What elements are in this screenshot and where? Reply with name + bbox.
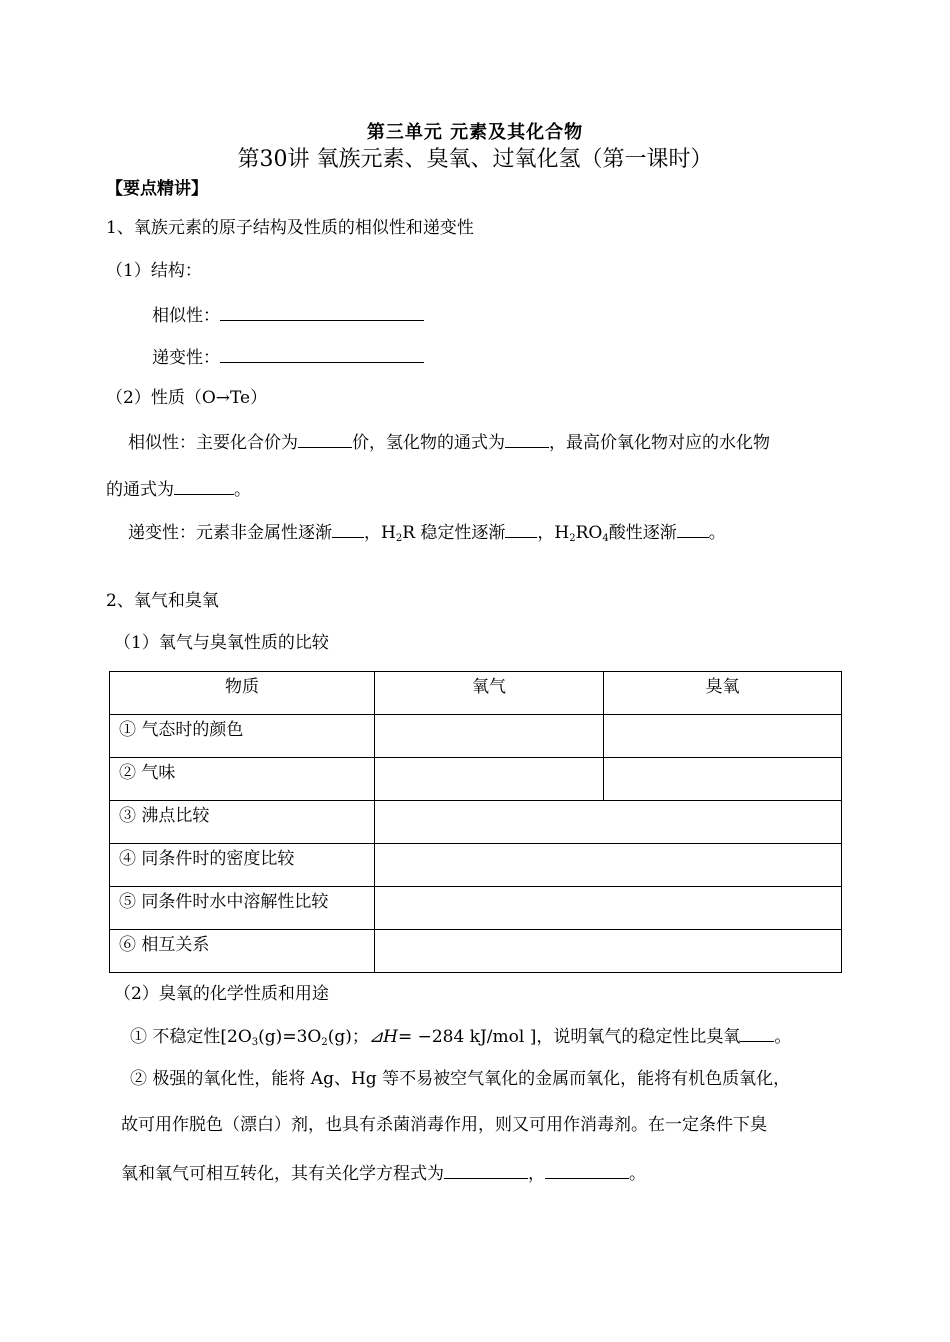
- structure-label: （1）结构：: [106, 261, 202, 281]
- stability-compare-blank[interactable]: [740, 1024, 774, 1042]
- ozone-item2-line1: ② 极强的氧化性，能将 Ag、Hg 等不易被空气氧化的金属而氧化，能将有机色质氧化，: [130, 1069, 791, 1089]
- gradient-blank[interactable]: [220, 345, 424, 363]
- valence-blank[interactable]: [298, 430, 352, 448]
- properties-label: （2）性质（O→Te）: [106, 388, 268, 408]
- answer-cell[interactable]: [604, 758, 842, 801]
- row-label: ① 气态时的颜色: [110, 715, 375, 758]
- header-ozone: 臭氧: [604, 672, 842, 715]
- delta-symbol: ⊿: [368, 1027, 384, 1047]
- item2-text-c: 。: [629, 1164, 646, 1184]
- row-label: ⑤ 同条件时水中溶解性比较: [110, 887, 375, 930]
- nonmetal-trend-blank[interactable]: [332, 520, 364, 538]
- answer-cell[interactable]: [375, 758, 604, 801]
- answer-cell[interactable]: [375, 930, 842, 973]
- prop-sim-text-b: 价，氢化物的通式为: [352, 433, 505, 453]
- item1-text-d: = −284 kJ/mol ]，说明氧气的稳定性比臭氧: [397, 1027, 741, 1047]
- item1-text-c: (g)；: [327, 1027, 369, 1047]
- similarity-label: 相似性：: [152, 306, 220, 326]
- table-row: [110, 758, 842, 801]
- prop-grad-text-f: 酸性逐渐: [608, 523, 677, 543]
- part2-heading: 2、氧气和臭氧: [106, 591, 219, 611]
- prop-sim-text-d: 的通式为: [106, 480, 174, 500]
- answer-cell[interactable]: [375, 715, 604, 758]
- subscript: 2: [395, 533, 403, 544]
- row-label: ⑥ 相互关系: [110, 930, 375, 973]
- structure-gradient-line: [152, 345, 424, 369]
- header-substance: 物质: [110, 672, 375, 715]
- answer-cell[interactable]: [375, 801, 842, 844]
- lesson-title: 第30讲 氧族元素、臭氧、过氧化氢（第一课时）: [237, 147, 713, 172]
- prop-grad-text-e: RO: [575, 523, 603, 543]
- comparison-table: [109, 671, 842, 973]
- subscript: 2: [569, 533, 576, 544]
- prop-grad-text-g: 。: [708, 523, 726, 543]
- acid-formula-blank[interactable]: [174, 477, 234, 495]
- ozone-item2-line3: [121, 1161, 646, 1185]
- similarity-blank[interactable]: [220, 303, 424, 321]
- item2-text-a: 氧和氧气可相互转化，其有关化学方程式为: [121, 1164, 444, 1184]
- compare-label: （1）氧气与臭氧性质的比较: [114, 633, 329, 653]
- subscript: 4: [602, 533, 609, 544]
- table-row: [110, 801, 842, 844]
- item1-text-a: ① 不稳定性[2O: [130, 1027, 252, 1047]
- chem-label: （2）臭氧的化学性质和用途: [114, 984, 329, 1004]
- prop-grad-text-c: R 稳定性逐渐: [402, 523, 506, 543]
- part1-heading: 1、氧族元素的原子结构及性质的相似性和递变性: [106, 218, 474, 238]
- prop-sim-text-c: ，最高价氧化物对应的水化物: [549, 433, 770, 453]
- prop-grad-text-d: ，H: [537, 523, 570, 543]
- answer-cell[interactable]: [604, 715, 842, 758]
- answer-cell[interactable]: [375, 844, 842, 887]
- table-row: [110, 887, 842, 930]
- prop-similarity-line1: [128, 430, 770, 454]
- table-row: [110, 930, 842, 973]
- row-label: ② 气味: [110, 758, 375, 801]
- enthalpy-symbol: H: [383, 1027, 398, 1047]
- ozone-item2-line2: 故可用作脱色（漂白）剂，也具有杀菌消毒作用，则又可用作消毒剂。在一定条件下臭: [121, 1115, 767, 1135]
- acidity-trend-blank[interactable]: [677, 520, 709, 538]
- table-row: [110, 844, 842, 887]
- row-label: ④ 同条件时的密度比较: [110, 844, 375, 887]
- prop-sim-text-a: 相似性：主要化合价为: [128, 433, 298, 453]
- structure-similarity-line: [152, 303, 424, 327]
- unit-title: 第三单元 元素及其化合物: [366, 122, 584, 143]
- answer-cell[interactable]: [375, 887, 842, 930]
- prop-grad-text-b: ，H: [364, 523, 396, 543]
- header-oxygen: 氧气: [375, 672, 604, 715]
- item2-text-b: ，: [528, 1164, 545, 1184]
- hydride-formula-blank[interactable]: [505, 430, 549, 448]
- table-row: [110, 715, 842, 758]
- stability-trend-blank[interactable]: [505, 520, 537, 538]
- prop-grad-text-a: 递变性：元素非金属性逐渐: [128, 523, 332, 543]
- row-label: ③ 沸点比较: [110, 801, 375, 844]
- subscript: 3: [251, 1037, 259, 1048]
- ozone-item1: [130, 1024, 791, 1048]
- item1-text-e: 。: [774, 1027, 792, 1047]
- equation-blank-1[interactable]: [444, 1161, 528, 1179]
- equation-blank-2[interactable]: [545, 1161, 629, 1179]
- section-heading: 【要点精讲】: [106, 179, 208, 199]
- table-header-row: [110, 672, 842, 715]
- prop-similarity-line2: [106, 477, 251, 501]
- gradient-label: 递变性：: [152, 348, 220, 368]
- prop-gradient-line: [128, 520, 726, 544]
- prop-sim-text-e: 。: [234, 480, 251, 500]
- subscript: 2: [321, 1037, 328, 1048]
- item1-text-b: (g)=3O: [258, 1027, 322, 1047]
